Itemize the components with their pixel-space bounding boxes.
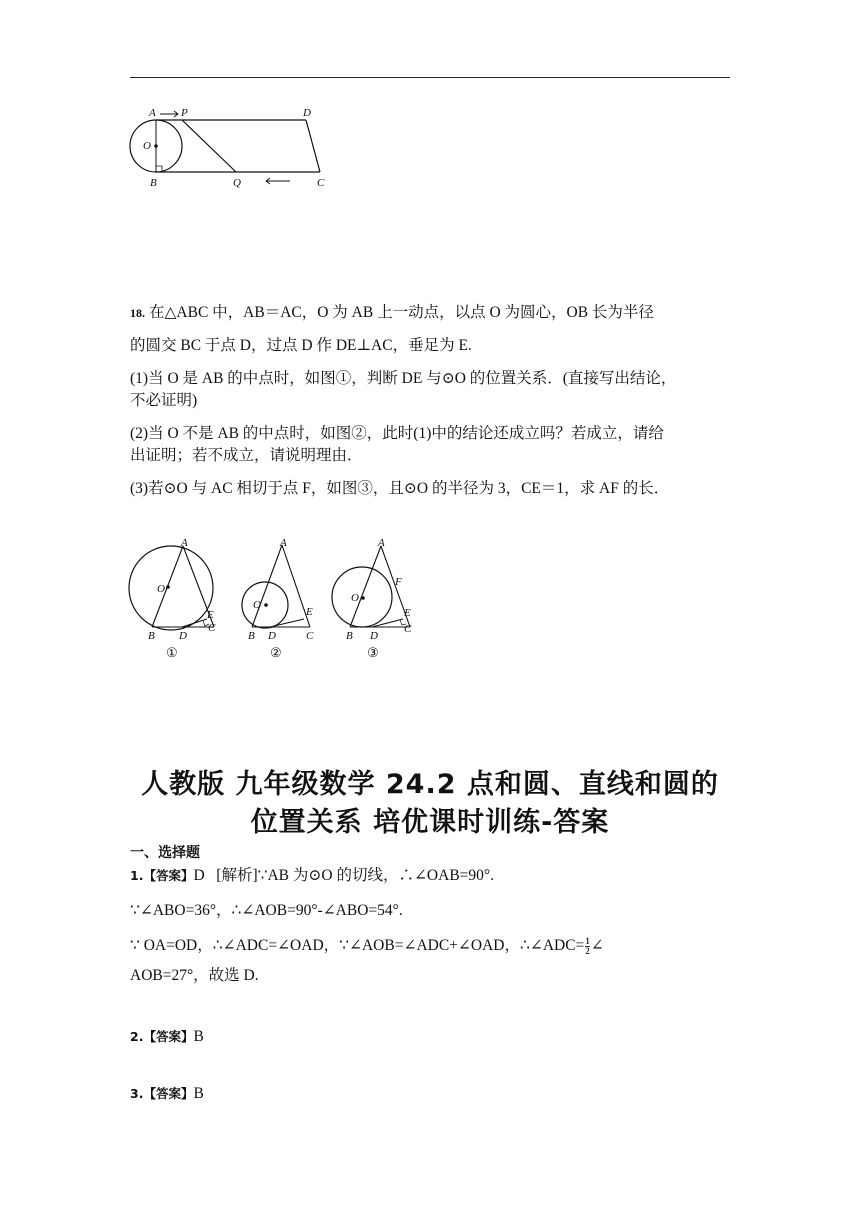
fig2-label-O: O: [253, 599, 261, 611]
answer-1-line-2: ∵∠ABO=36°，∴∠AOB=90°-∠ABO=54°.: [130, 902, 403, 919]
figure-17: [120, 104, 340, 192]
caption-3: ③: [367, 645, 379, 660]
fraction-denominator: 2: [585, 945, 590, 956]
label-D: D: [303, 107, 311, 119]
figure-18-3: [332, 537, 412, 660]
part-1-a: (1)当 O 是 AB 的中点时，如图①，判断 DE 与⊙O 的位置关系．(直接写出结论，: [130, 370, 677, 387]
answer-2: [130, 1026, 730, 1048]
fig2-label-C: C: [306, 630, 314, 642]
part-2-b: 出证明；若不成立，请说明理由．: [130, 447, 363, 464]
fig2-label-D: D: [268, 630, 276, 642]
part-1-b: 不必证明): [130, 392, 198, 409]
figure-18: [120, 535, 430, 665]
answer-1-line-3: ∵ OA=OD，∴∠ADC=∠OAD，∵∠AOB=∠ADC+∠OAD，∴∠ADC=: [130, 937, 585, 954]
answer-1-line-3-tail: ∠: [590, 937, 604, 954]
label-A: A: [149, 107, 156, 119]
fig3-label-F: F: [395, 576, 402, 588]
answer-1-line-4: AOB=27°，故选 D.: [130, 967, 259, 984]
label-C: C: [317, 177, 325, 189]
answer-label: 【答案】: [143, 1086, 194, 1101]
problem-18: [130, 302, 730, 511]
fig3-label-O: O: [351, 592, 359, 604]
section-heading: 一、选择题: [130, 845, 200, 861]
problem-line-1: 在△ABC 中，AB＝AC，O 为 AB 上一动点，以点 O 为圆心，OB 长为半径: [149, 304, 654, 321]
part-3: (3)若⊙O 与 AC 相切于点 F，如图③，且⊙O 的半径为 3，CE＝1，求 AF 的长．: [130, 480, 670, 497]
fig1-label-E: E: [207, 609, 214, 621]
header-rule: [130, 77, 730, 78]
answer-value: B: [193, 1085, 204, 1102]
fig3-label-D: D: [370, 630, 378, 642]
answer-analysis: [解析]∵AB 为⊙O 的切线，∴∠OAB=90°.: [216, 867, 494, 884]
answer-title-line-2: 位置关系 培优课时训练-答案: [250, 807, 610, 838]
answer-label: 【答案】: [143, 1029, 194, 1044]
answer-1: [130, 865, 730, 1000]
caption-2: ②: [270, 645, 282, 660]
figure-18-1: [129, 537, 216, 660]
answer-number: 1.: [130, 868, 144, 883]
label-B: B: [150, 177, 157, 189]
answer-label: 【答案】: [143, 868, 194, 883]
problem-line-2: 的圆交 BC 于点 D，过点 D 作 DE⊥AC，垂足为 E.: [130, 337, 472, 354]
fraction-one-half: [585, 937, 590, 956]
caption-1: ①: [166, 645, 178, 660]
figure-18-2: [242, 537, 314, 660]
answer-number: 2.: [130, 1029, 144, 1044]
problem-number: 18.: [130, 306, 145, 320]
answer-value: B: [193, 1028, 204, 1045]
fig2-label-B: B: [248, 630, 255, 642]
fig2-label-A: A: [280, 537, 287, 549]
fig1-label-B: B: [148, 630, 155, 642]
fig3-label-C: C: [404, 623, 412, 635]
fig1-label-A: A: [181, 537, 188, 549]
fig1-label-O: O: [157, 583, 165, 595]
label-O: O: [143, 140, 151, 152]
part-2-a: (2)当 O 不是 AB 的中点时，如图②，此时(1)中的结论还成立吗？若成立，请给: [130, 425, 664, 442]
fig2-label-E: E: [306, 606, 313, 618]
fig3-label-E: E: [404, 607, 411, 619]
fraction-numerator: 1: [585, 935, 590, 946]
answer-3: [130, 1083, 730, 1105]
answer-value: D: [193, 867, 205, 884]
label-Q: Q: [233, 177, 241, 189]
fig3-label-B: B: [346, 630, 353, 642]
answer-number: 3.: [130, 1086, 144, 1101]
label-P: P: [181, 107, 188, 119]
fig1-label-C: C: [208, 622, 216, 634]
fig1-label-D: D: [179, 630, 187, 642]
answer-title-line-1: 人教版 九年级数学 24.2 点和圆、直线和圆的: [141, 769, 719, 800]
fig3-label-A: A: [378, 537, 385, 549]
